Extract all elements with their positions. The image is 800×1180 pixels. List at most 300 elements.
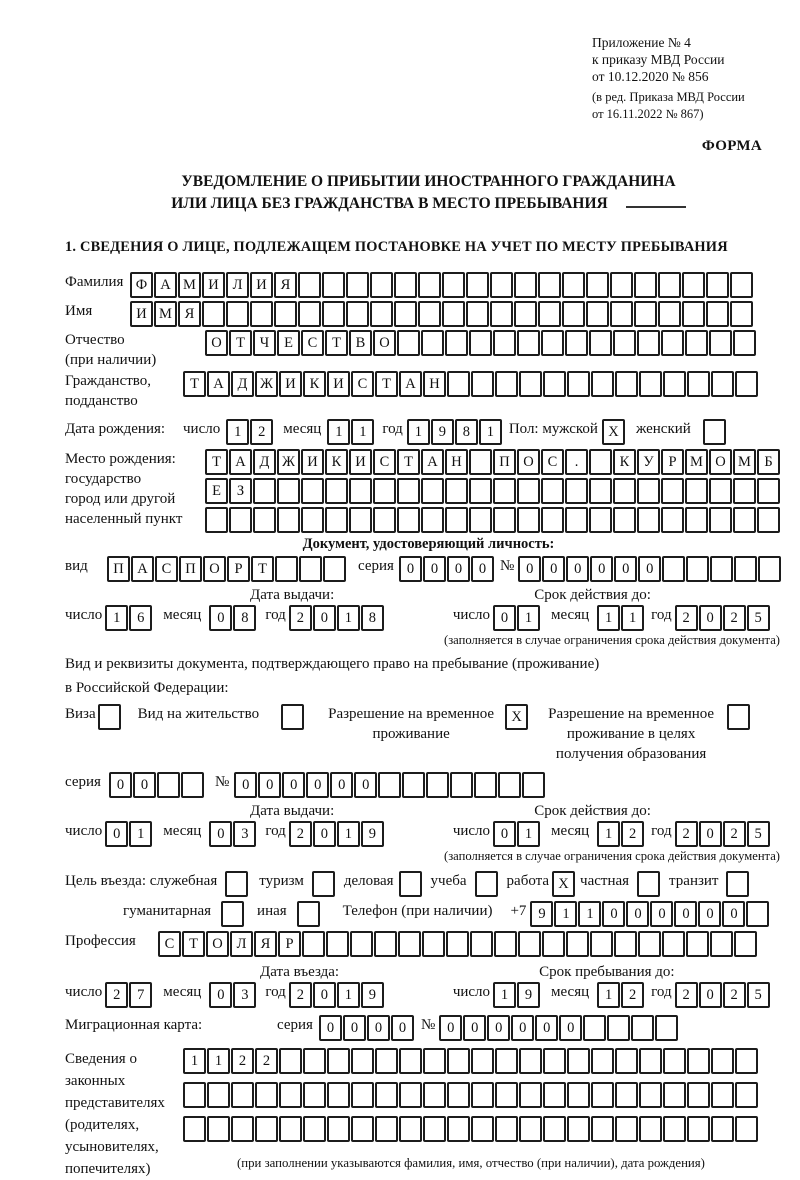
- char-cell[interactable]: 0: [471, 556, 494, 582]
- char-cell[interactable]: [543, 1116, 566, 1142]
- char-cell[interactable]: [586, 301, 609, 327]
- char-cell[interactable]: [542, 931, 565, 957]
- char-cell[interactable]: 9: [431, 419, 454, 445]
- business-checkbox[interactable]: [399, 871, 422, 897]
- char-cell[interactable]: 3: [233, 821, 256, 847]
- char-cell[interactable]: Д: [253, 449, 276, 475]
- char-cell[interactable]: [346, 272, 369, 298]
- char-cell[interactable]: 0: [699, 821, 722, 847]
- char-cell[interactable]: 0: [493, 605, 516, 631]
- char-cell[interactable]: О: [203, 556, 226, 582]
- char-cell[interactable]: 0: [234, 772, 257, 798]
- char-cell[interactable]: [466, 272, 489, 298]
- char-cell[interactable]: [615, 371, 638, 397]
- char-cell[interactable]: 0: [487, 1015, 510, 1041]
- char-cell[interactable]: 0: [109, 772, 132, 798]
- char-cell[interactable]: [418, 272, 441, 298]
- char-cell[interactable]: [631, 1015, 654, 1041]
- char-cell[interactable]: [706, 301, 729, 327]
- char-cell[interactable]: [591, 1048, 614, 1074]
- char-cell[interactable]: [490, 272, 513, 298]
- char-cell[interactable]: 2: [289, 982, 312, 1008]
- char-cell[interactable]: 1: [578, 901, 601, 927]
- char-cell[interactable]: Т: [183, 371, 206, 397]
- char-cell[interactable]: [423, 1048, 446, 1074]
- study-checkbox[interactable]: [475, 871, 498, 897]
- char-cell[interactable]: [662, 556, 685, 582]
- char-cell[interactable]: [518, 931, 541, 957]
- official-checkbox[interactable]: [225, 871, 248, 897]
- char-cell[interactable]: 5: [747, 821, 770, 847]
- char-cell[interactable]: 1: [129, 821, 152, 847]
- char-cell[interactable]: И: [202, 272, 225, 298]
- char-cell[interactable]: [183, 1082, 206, 1108]
- char-cell[interactable]: [757, 478, 780, 504]
- char-cell[interactable]: [493, 507, 516, 533]
- char-cell[interactable]: 0: [602, 901, 625, 927]
- char-cell[interactable]: [613, 507, 636, 533]
- char-cell[interactable]: 1: [327, 419, 350, 445]
- char-cell[interactable]: [445, 478, 468, 504]
- char-cell[interactable]: 2: [675, 605, 698, 631]
- char-cell[interactable]: [474, 772, 497, 798]
- char-cell[interactable]: [226, 301, 249, 327]
- char-cell[interactable]: [567, 1116, 590, 1142]
- char-cell[interactable]: [567, 1082, 590, 1108]
- char-cell[interactable]: [469, 449, 492, 475]
- char-cell[interactable]: [375, 1048, 398, 1074]
- char-cell[interactable]: 0: [535, 1015, 558, 1041]
- char-cell[interactable]: 0: [313, 605, 336, 631]
- char-cell[interactable]: [662, 931, 685, 957]
- char-cell[interactable]: [421, 330, 444, 356]
- char-cell[interactable]: [522, 772, 545, 798]
- char-cell[interactable]: 2: [231, 1048, 254, 1074]
- char-cell[interactable]: [565, 478, 588, 504]
- char-cell[interactable]: [351, 1048, 374, 1074]
- char-cell[interactable]: 9: [530, 901, 553, 927]
- char-cell[interactable]: [253, 478, 276, 504]
- char-cell[interactable]: [274, 301, 297, 327]
- char-cell[interactable]: [541, 507, 564, 533]
- char-cell[interactable]: И: [349, 449, 372, 475]
- char-cell[interactable]: [397, 330, 420, 356]
- char-cell[interactable]: [349, 507, 372, 533]
- char-cell[interactable]: [562, 272, 585, 298]
- char-cell[interactable]: 6: [129, 605, 152, 631]
- char-cell[interactable]: С: [158, 931, 181, 957]
- char-cell[interactable]: [351, 1116, 374, 1142]
- char-cell[interactable]: [543, 1082, 566, 1108]
- char-cell[interactable]: [663, 1082, 686, 1108]
- char-cell[interactable]: 2: [675, 821, 698, 847]
- char-cell[interactable]: [399, 1048, 422, 1074]
- char-cell[interactable]: 0: [699, 982, 722, 1008]
- char-cell[interactable]: [685, 330, 708, 356]
- char-cell[interactable]: [302, 931, 325, 957]
- char-cell[interactable]: 2: [723, 605, 746, 631]
- char-cell[interactable]: 2: [250, 419, 273, 445]
- char-cell[interactable]: [490, 301, 513, 327]
- char-cell[interactable]: [663, 1048, 686, 1074]
- char-cell[interactable]: 2: [675, 982, 698, 1008]
- char-cell[interactable]: [255, 1082, 278, 1108]
- char-cell[interactable]: [735, 1048, 758, 1074]
- char-cell[interactable]: Т: [397, 449, 420, 475]
- char-cell[interactable]: [543, 371, 566, 397]
- char-cell[interactable]: Д: [231, 371, 254, 397]
- char-cell[interactable]: [447, 371, 470, 397]
- char-cell[interactable]: 5: [747, 982, 770, 1008]
- char-cell[interactable]: О: [205, 330, 228, 356]
- private-checkbox[interactable]: [637, 871, 660, 897]
- char-cell[interactable]: [661, 478, 684, 504]
- char-cell[interactable]: 2: [289, 821, 312, 847]
- char-cell[interactable]: [253, 507, 276, 533]
- char-cell[interactable]: [541, 478, 564, 504]
- char-cell[interactable]: [301, 507, 324, 533]
- char-cell[interactable]: Т: [251, 556, 274, 582]
- char-cell[interactable]: [613, 478, 636, 504]
- char-cell[interactable]: 1: [337, 605, 360, 631]
- char-cell[interactable]: [373, 478, 396, 504]
- char-cell[interactable]: [471, 1082, 494, 1108]
- char-cell[interactable]: А: [154, 272, 177, 298]
- char-cell[interactable]: [639, 1048, 662, 1074]
- transit-checkbox[interactable]: [726, 871, 749, 897]
- char-cell[interactable]: 0: [319, 1015, 342, 1041]
- char-cell[interactable]: 0: [282, 772, 305, 798]
- char-cell[interactable]: Р: [278, 931, 301, 957]
- char-cell[interactable]: [706, 272, 729, 298]
- char-cell[interactable]: Н: [423, 371, 446, 397]
- char-cell[interactable]: [517, 478, 540, 504]
- char-cell[interactable]: [469, 507, 492, 533]
- char-cell[interactable]: Ж: [277, 449, 300, 475]
- char-cell[interactable]: 7: [129, 982, 152, 1008]
- char-cell[interactable]: [514, 301, 537, 327]
- char-cell[interactable]: [422, 931, 445, 957]
- char-cell[interactable]: 0: [699, 605, 722, 631]
- char-cell[interactable]: [495, 1116, 518, 1142]
- char-cell[interactable]: [543, 1048, 566, 1074]
- char-cell[interactable]: [586, 272, 609, 298]
- char-cell[interactable]: С: [351, 371, 374, 397]
- char-cell[interactable]: [682, 301, 705, 327]
- char-cell[interactable]: [445, 330, 468, 356]
- char-cell[interactable]: [735, 1082, 758, 1108]
- char-cell[interactable]: [351, 1082, 374, 1108]
- char-cell[interactable]: [733, 507, 756, 533]
- char-cell[interactable]: Е: [277, 330, 300, 356]
- char-cell[interactable]: [426, 772, 449, 798]
- char-cell[interactable]: 3: [233, 982, 256, 1008]
- char-cell[interactable]: С: [541, 449, 564, 475]
- char-cell[interactable]: К: [303, 371, 326, 397]
- char-cell[interactable]: [442, 272, 465, 298]
- char-cell[interactable]: [591, 1116, 614, 1142]
- char-cell[interactable]: Л: [230, 931, 253, 957]
- char-cell[interactable]: [495, 1048, 518, 1074]
- char-cell[interactable]: [181, 772, 204, 798]
- char-cell[interactable]: 0: [722, 901, 745, 927]
- char-cell[interactable]: [733, 330, 756, 356]
- char-cell[interactable]: О: [709, 449, 732, 475]
- char-cell[interactable]: [447, 1116, 470, 1142]
- char-cell[interactable]: [231, 1116, 254, 1142]
- char-cell[interactable]: [471, 1116, 494, 1142]
- char-cell[interactable]: [661, 330, 684, 356]
- char-cell[interactable]: 1: [183, 1048, 206, 1074]
- char-cell[interactable]: [370, 301, 393, 327]
- char-cell[interactable]: [325, 478, 348, 504]
- char-cell[interactable]: 1: [207, 1048, 230, 1074]
- char-cell[interactable]: 0: [463, 1015, 486, 1041]
- char-cell[interactable]: [615, 1082, 638, 1108]
- char-cell[interactable]: [615, 1048, 638, 1074]
- char-cell[interactable]: 1: [337, 982, 360, 1008]
- char-cell[interactable]: 2: [289, 605, 312, 631]
- char-cell[interactable]: 1: [597, 605, 620, 631]
- char-cell[interactable]: Т: [375, 371, 398, 397]
- char-cell[interactable]: 0: [209, 982, 232, 1008]
- char-cell[interactable]: [495, 371, 518, 397]
- char-cell[interactable]: [394, 272, 417, 298]
- char-cell[interactable]: Е: [205, 478, 228, 504]
- char-cell[interactable]: [303, 1116, 326, 1142]
- char-cell[interactable]: Т: [325, 330, 348, 356]
- char-cell[interactable]: [733, 478, 756, 504]
- char-cell[interactable]: [565, 330, 588, 356]
- char-cell[interactable]: [686, 931, 709, 957]
- char-cell[interactable]: [327, 1116, 350, 1142]
- char-cell[interactable]: [399, 1116, 422, 1142]
- char-cell[interactable]: 2: [621, 982, 644, 1008]
- char-cell[interactable]: М: [154, 301, 177, 327]
- char-cell[interactable]: [589, 507, 612, 533]
- char-cell[interactable]: [327, 1082, 350, 1108]
- char-cell[interactable]: [279, 1116, 302, 1142]
- char-cell[interactable]: [711, 1082, 734, 1108]
- char-cell[interactable]: [397, 507, 420, 533]
- char-cell[interactable]: 2: [105, 982, 128, 1008]
- char-cell[interactable]: 0: [439, 1015, 462, 1041]
- char-cell[interactable]: 0: [313, 821, 336, 847]
- char-cell[interactable]: [323, 556, 346, 582]
- char-cell[interactable]: [639, 1082, 662, 1108]
- char-cell[interactable]: [349, 478, 372, 504]
- char-cell[interactable]: К: [325, 449, 348, 475]
- char-cell[interactable]: [655, 1015, 678, 1041]
- char-cell[interactable]: 0: [209, 605, 232, 631]
- char-cell[interactable]: [709, 330, 732, 356]
- char-cell[interactable]: [734, 556, 757, 582]
- char-cell[interactable]: [423, 1082, 446, 1108]
- char-cell[interactable]: 0: [511, 1015, 534, 1041]
- char-cell[interactable]: [303, 1048, 326, 1074]
- char-cell[interactable]: Р: [227, 556, 250, 582]
- char-cell[interactable]: Б: [757, 449, 780, 475]
- char-cell[interactable]: [326, 931, 349, 957]
- char-cell[interactable]: .: [565, 449, 588, 475]
- char-cell[interactable]: Т: [229, 330, 252, 356]
- char-cell[interactable]: М: [178, 272, 201, 298]
- char-cell[interactable]: [519, 1082, 542, 1108]
- char-cell[interactable]: [418, 301, 441, 327]
- char-cell[interactable]: [466, 301, 489, 327]
- char-cell[interactable]: [469, 478, 492, 504]
- char-cell[interactable]: Я: [254, 931, 277, 957]
- char-cell[interactable]: [279, 1048, 302, 1074]
- char-cell[interactable]: И: [279, 371, 302, 397]
- char-cell[interactable]: [423, 1116, 446, 1142]
- char-cell[interactable]: [421, 478, 444, 504]
- work-checkbox[interactable]: X: [552, 871, 575, 897]
- char-cell[interactable]: [514, 272, 537, 298]
- char-cell[interactable]: [299, 556, 322, 582]
- char-cell[interactable]: 0: [493, 821, 516, 847]
- char-cell[interactable]: А: [207, 371, 230, 397]
- char-cell[interactable]: [711, 1048, 734, 1074]
- char-cell[interactable]: С: [155, 556, 178, 582]
- char-cell[interactable]: [682, 272, 705, 298]
- char-cell[interactable]: [350, 931, 373, 957]
- char-cell[interactable]: [157, 772, 180, 798]
- char-cell[interactable]: [517, 330, 540, 356]
- char-cell[interactable]: [607, 1015, 630, 1041]
- char-cell[interactable]: [615, 1116, 638, 1142]
- char-cell[interactable]: [327, 1048, 350, 1074]
- char-cell[interactable]: [591, 371, 614, 397]
- char-cell[interactable]: 0: [423, 556, 446, 582]
- char-cell[interactable]: Ф: [130, 272, 153, 298]
- char-cell[interactable]: [589, 478, 612, 504]
- char-cell[interactable]: [442, 301, 465, 327]
- char-cell[interactable]: И: [327, 371, 350, 397]
- char-cell[interactable]: [399, 1082, 422, 1108]
- char-cell[interactable]: 0: [542, 556, 565, 582]
- char-cell[interactable]: [519, 1048, 542, 1074]
- char-cell[interactable]: З: [229, 478, 252, 504]
- char-cell[interactable]: 1: [554, 901, 577, 927]
- char-cell[interactable]: [710, 931, 733, 957]
- char-cell[interactable]: [687, 1048, 710, 1074]
- char-cell[interactable]: [493, 478, 516, 504]
- char-cell[interactable]: Л: [226, 272, 249, 298]
- char-cell[interactable]: 0: [566, 556, 589, 582]
- char-cell[interactable]: [637, 330, 660, 356]
- char-cell[interactable]: 2: [723, 821, 746, 847]
- char-cell[interactable]: [639, 371, 662, 397]
- char-cell[interactable]: [447, 1048, 470, 1074]
- char-cell[interactable]: 0: [391, 1015, 414, 1041]
- char-cell[interactable]: У: [637, 449, 660, 475]
- char-cell[interactable]: [614, 931, 637, 957]
- char-cell[interactable]: [394, 301, 417, 327]
- char-cell[interactable]: 1: [597, 982, 620, 1008]
- char-cell[interactable]: 5: [747, 605, 770, 631]
- char-cell[interactable]: [746, 901, 769, 927]
- char-cell[interactable]: 0: [133, 772, 156, 798]
- char-cell[interactable]: [634, 301, 657, 327]
- char-cell[interactable]: 0: [674, 901, 697, 927]
- char-cell[interactable]: [519, 1116, 542, 1142]
- char-cell[interactable]: [590, 931, 613, 957]
- char-cell[interactable]: 0: [399, 556, 422, 582]
- char-cell[interactable]: 0: [638, 556, 661, 582]
- temp-permit-checkbox[interactable]: X: [505, 704, 528, 730]
- char-cell[interactable]: [711, 1116, 734, 1142]
- char-cell[interactable]: 0: [614, 556, 637, 582]
- char-cell[interactable]: [445, 507, 468, 533]
- char-cell[interactable]: [375, 1116, 398, 1142]
- char-cell[interactable]: 0: [343, 1015, 366, 1041]
- char-cell[interactable]: [687, 1082, 710, 1108]
- char-cell[interactable]: [589, 449, 612, 475]
- char-cell[interactable]: 9: [361, 821, 384, 847]
- char-cell[interactable]: Ч: [253, 330, 276, 356]
- char-cell[interactable]: П: [493, 449, 516, 475]
- char-cell[interactable]: 1: [621, 605, 644, 631]
- char-cell[interactable]: [658, 272, 681, 298]
- char-cell[interactable]: [709, 507, 732, 533]
- char-cell[interactable]: И: [130, 301, 153, 327]
- char-cell[interactable]: [687, 1116, 710, 1142]
- char-cell[interactable]: 0: [209, 821, 232, 847]
- char-cell[interactable]: О: [517, 449, 540, 475]
- char-cell[interactable]: [322, 272, 345, 298]
- char-cell[interactable]: 1: [479, 419, 502, 445]
- char-cell[interactable]: Т: [182, 931, 205, 957]
- char-cell[interactable]: [255, 1116, 278, 1142]
- char-cell[interactable]: 0: [518, 556, 541, 582]
- char-cell[interactable]: [373, 507, 396, 533]
- char-cell[interactable]: [637, 507, 660, 533]
- char-cell[interactable]: А: [399, 371, 422, 397]
- char-cell[interactable]: 8: [361, 605, 384, 631]
- char-cell[interactable]: [658, 301, 681, 327]
- char-cell[interactable]: [583, 1015, 606, 1041]
- char-cell[interactable]: [447, 1082, 470, 1108]
- char-cell[interactable]: [322, 301, 345, 327]
- char-cell[interactable]: 0: [590, 556, 613, 582]
- char-cell[interactable]: [637, 478, 660, 504]
- char-cell[interactable]: И: [301, 449, 324, 475]
- char-cell[interactable]: [493, 330, 516, 356]
- char-cell[interactable]: А: [421, 449, 444, 475]
- char-cell[interactable]: 0: [330, 772, 353, 798]
- char-cell[interactable]: [205, 507, 228, 533]
- char-cell[interactable]: П: [179, 556, 202, 582]
- char-cell[interactable]: 0: [354, 772, 377, 798]
- char-cell[interactable]: 1: [407, 419, 430, 445]
- char-cell[interactable]: [639, 1116, 662, 1142]
- char-cell[interactable]: [450, 772, 473, 798]
- char-cell[interactable]: 0: [626, 901, 649, 927]
- char-cell[interactable]: [538, 301, 561, 327]
- char-cell[interactable]: Я: [274, 272, 297, 298]
- char-cell[interactable]: [303, 1082, 326, 1108]
- char-cell[interactable]: [301, 478, 324, 504]
- char-cell[interactable]: [730, 301, 753, 327]
- char-cell[interactable]: [734, 931, 757, 957]
- char-cell[interactable]: [519, 371, 542, 397]
- char-cell[interactable]: [229, 507, 252, 533]
- male-checkbox[interactable]: X: [602, 419, 625, 445]
- char-cell[interactable]: [685, 507, 708, 533]
- char-cell[interactable]: [567, 1048, 590, 1074]
- char-cell[interactable]: [735, 371, 758, 397]
